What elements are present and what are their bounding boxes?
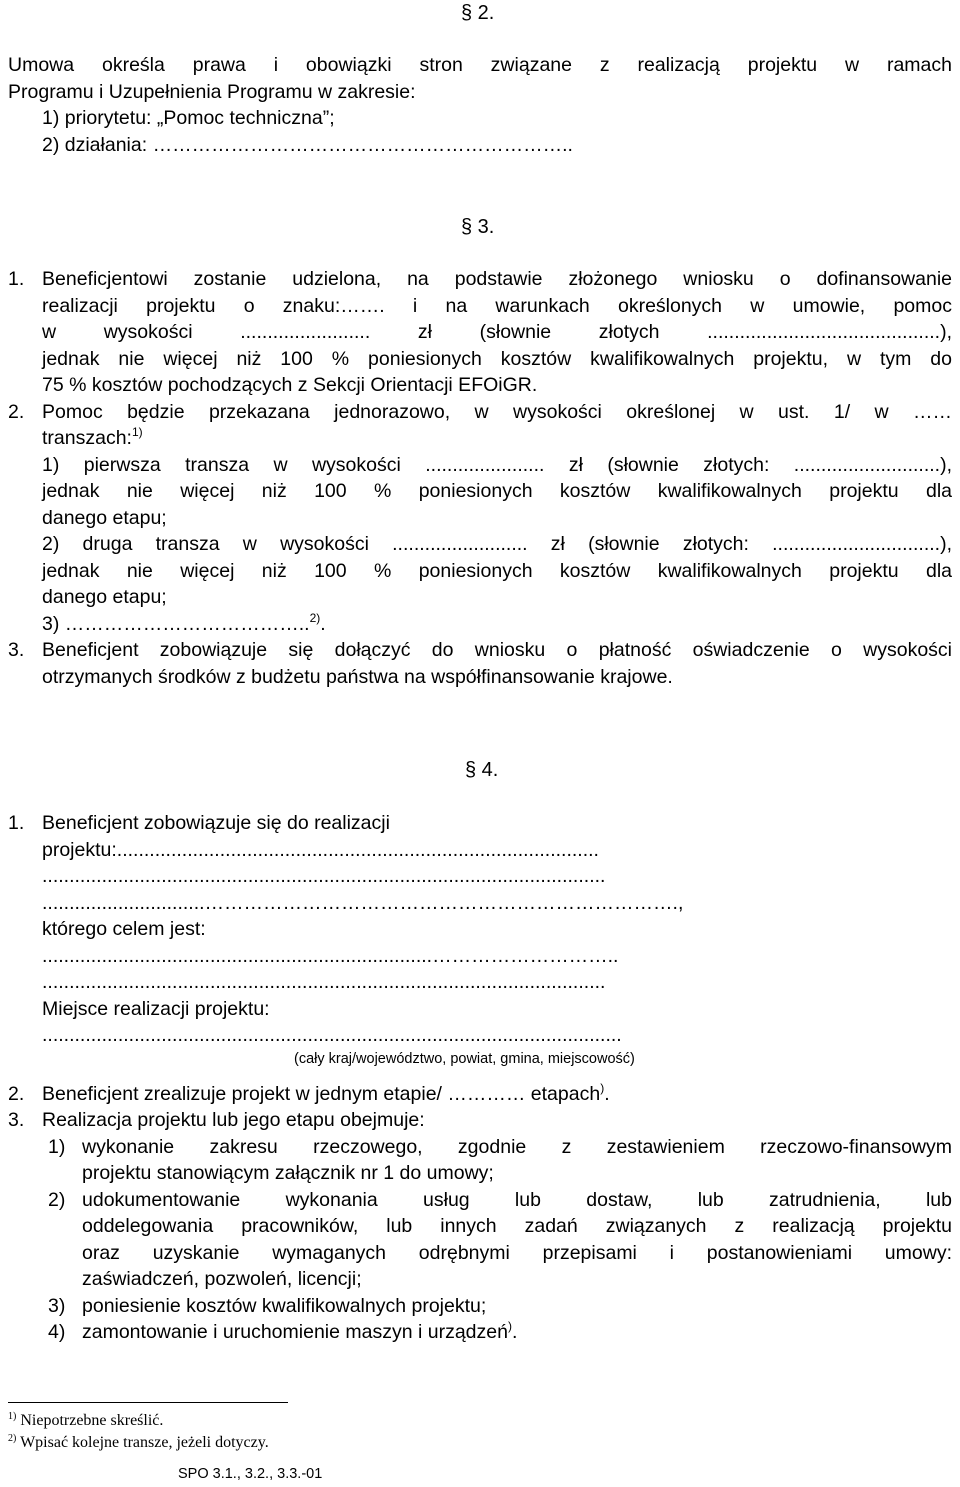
scope-item-4 bbox=[42, 1319, 952, 1346]
project-goal-field: ........................................................................................................ bbox=[42, 971, 606, 993]
text-line: zaświadczeń, pozwoleń, licencji; bbox=[82, 1268, 362, 1290]
page-footer: SPO 3.1., 3.2., 3.3.-01 bbox=[178, 1466, 323, 1482]
text-line: w wysokości ........................ zł (słownie złotych ...........................................), bbox=[42, 321, 952, 343]
text-line: 75 % kosztów pochodzących z Sekcji Orientacji EFOiGR. bbox=[42, 374, 538, 396]
footnote-ref: ) bbox=[600, 1080, 605, 1095]
paragraph-number: 3. bbox=[8, 639, 25, 661]
project-name-field: ..............................………………………………………………………………., bbox=[42, 891, 684, 914]
scope-item-1 bbox=[42, 1134, 952, 1187]
item-end: . bbox=[511, 1321, 518, 1343]
project-name-field: projektu:......................................................................................... bbox=[42, 838, 599, 861]
stages-text: Beneficjent zrealizuje projekt w jednym etapie/ ………… etapach bbox=[42, 1082, 601, 1105]
section-3-paragraph-3 bbox=[8, 637, 952, 690]
item-number: 2) bbox=[48, 1188, 66, 1211]
text-line bbox=[42, 425, 952, 452]
section-3-body bbox=[8, 266, 952, 690]
text-line: otrzymanych środków z budżetu państwa na współfinansowanie krajowe. bbox=[42, 665, 673, 688]
paragraph-number: 1. bbox=[8, 812, 25, 834]
footnotes bbox=[8, 1410, 269, 1454]
text-line: Beneficjentowi zostanie udzielona, na podstawie złożonego wniosku o dofinansowanie bbox=[42, 268, 952, 290]
location-note: (cały kraj/województwo, powiat, gmina, miejscowość) bbox=[294, 1050, 635, 1067]
project-name-field: ........................................................................................................ bbox=[42, 865, 606, 887]
paragraph-number: 1. bbox=[8, 268, 25, 290]
tranche-1-line: danego etapu; bbox=[42, 506, 167, 529]
text-line: Beneficjent zobowiązuje się do realizacji bbox=[42, 812, 390, 834]
tranche-1-line: 1) pierwsza transza w wysokości ...................... zł (słownie złotych: ...........................), bbox=[42, 453, 952, 476]
item-number: 1) bbox=[48, 1135, 66, 1158]
section-4-body bbox=[8, 810, 952, 1346]
text-line: którego celem jest: bbox=[42, 918, 206, 940]
footnote-1 bbox=[8, 1410, 269, 1432]
footnote-ref: 1) bbox=[131, 425, 143, 439]
transze-label: transzach: bbox=[42, 427, 132, 449]
tranche-3-text: 3) ……………………………….. bbox=[42, 612, 310, 635]
text-line: udokumentowanie wykonania usług lub dostaw, lub zatrudnienia, lub bbox=[82, 1188, 952, 1211]
item-number: 4) bbox=[48, 1321, 66, 1343]
section-4-paragraph-3 bbox=[8, 1107, 952, 1346]
footnote-ref: 2) bbox=[309, 610, 321, 625]
footnote-mark: 1) bbox=[8, 1411, 17, 1422]
text-line: realizacji projektu o znaku:……. i na warunkach określonych w umowie, pomoc bbox=[42, 294, 952, 317]
item-number: 3) bbox=[48, 1294, 66, 1317]
section-2-heading: § 2. bbox=[461, 2, 495, 24]
scope-item-2 bbox=[42, 1187, 952, 1293]
text-line: Miejsce realizacji projektu: bbox=[42, 997, 270, 1020]
scope-item-3 bbox=[42, 1293, 952, 1320]
text-line: poniesienie kosztów kwalifikowalnych projektu; bbox=[82, 1294, 487, 1317]
stages-end: . bbox=[604, 1082, 610, 1105]
footnote-text: Wpisać kolejne transze, jeżeli dotyczy. bbox=[20, 1434, 269, 1451]
footnote-ref: ) bbox=[507, 1319, 512, 1333]
section-2-intro-line-2: Programu i Uzupełnienia Programu w zakresie: bbox=[8, 80, 416, 103]
section-3-paragraph-1 bbox=[8, 266, 952, 399]
footnote-separator bbox=[8, 1402, 288, 1403]
section-3-heading: § 3. bbox=[461, 216, 495, 238]
tranche-3-end: . bbox=[320, 612, 326, 635]
section-3-paragraph-2 bbox=[8, 399, 952, 638]
text-line: Pomoc będzie przekazana jednorazowo, w wysokości określonej w ust. 1/ w …… bbox=[42, 400, 952, 423]
text-line: projektu stanowiącym załącznik nr 1 do umowy; bbox=[82, 1162, 494, 1184]
section-4-paragraph-1 bbox=[8, 810, 952, 1069]
text-line: Realizacja projektu lub jego etapu obejmuje: bbox=[42, 1109, 425, 1131]
tranche-2-line: 2) druga transza w wysokości ......................... zł (słownie złotych: ...............................), bbox=[42, 533, 952, 555]
paragraph-number: 2. bbox=[8, 400, 25, 423]
footnote-mark: 2) bbox=[8, 1433, 17, 1444]
footnote-2 bbox=[8, 1432, 269, 1454]
tranche-2-line: jednak nie więcej niż 100 % poniesionych kosztów kwalifikowalnych projektu dla bbox=[42, 559, 952, 582]
section-4-heading: § 4. bbox=[465, 759, 499, 781]
tranche-1-line: jednak nie więcej niż 100 % poniesionych kosztów kwalifikowalnych projektu dla bbox=[42, 480, 952, 502]
section-2-item-1: 1) priorytetu: „Pomoc techniczna”; bbox=[42, 107, 335, 129]
paragraph-number: 3. bbox=[8, 1109, 25, 1131]
section-2-intro-line-1: Umowa określa prawa i obowiązki stron związane z realizacją projektu w ramach bbox=[8, 54, 952, 76]
project-location-field: ........................................................................................................... bbox=[42, 1024, 622, 1046]
text-line: wykonanie zakresu rzeczowego, zgodnie z zestawieniem rzeczowo-finansowym bbox=[82, 1135, 952, 1158]
text-line: Beneficjent zobowiązuje się dołączyć do wniosku o płatność oświadczenie o wysokości bbox=[42, 639, 952, 661]
section-2-body bbox=[8, 52, 952, 158]
text-line: jednak nie więcej niż 100 % poniesionych kosztów kwalifikowalnych projektu, w tym do bbox=[42, 347, 952, 370]
section-2-item-2: 2) działania: ……………………………………………………….. bbox=[42, 133, 573, 156]
project-goal-field: ........................................................................……………………….. bbox=[42, 944, 619, 967]
tranche-2-line: danego etapu; bbox=[42, 586, 167, 608]
paragraph-number: 2. bbox=[8, 1082, 25, 1105]
text-line: zamontowanie i uruchomienie maszyn i urządzeń bbox=[82, 1321, 508, 1343]
tranche-3-line bbox=[42, 611, 952, 638]
text-line: oraz uzyskanie wymaganych odrębnymi przepisami i postanowieniami umowy: bbox=[82, 1241, 952, 1264]
footnote-text: Niepotrzebne skreślić. bbox=[20, 1412, 164, 1429]
text-line: oddelegowania pracowników, lub innych zadań związanych z realizacją projektu bbox=[82, 1215, 952, 1237]
section-4-paragraph-2 bbox=[8, 1081, 952, 1108]
